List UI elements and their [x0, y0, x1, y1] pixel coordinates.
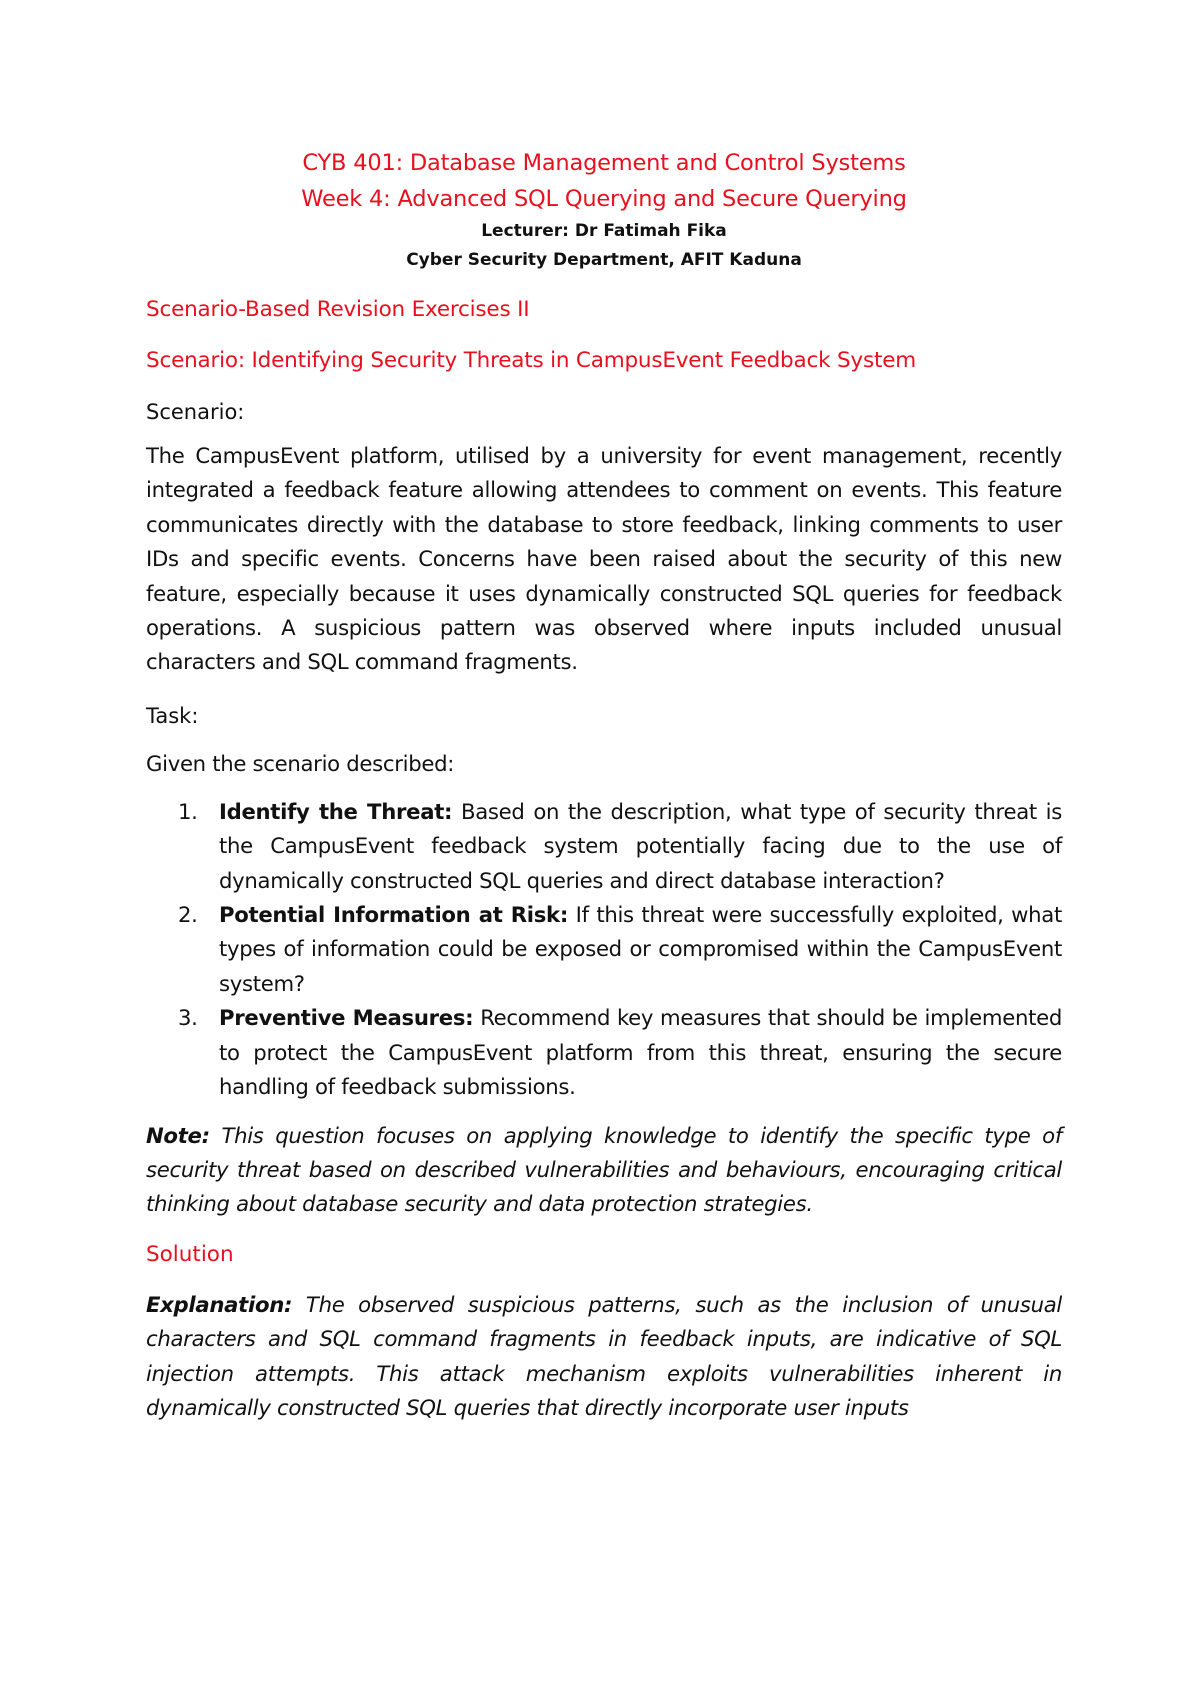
task-item-3: [146, 1001, 1062, 1104]
task-title: Preventive Measures:: [219, 1005, 474, 1031]
task-label: Task:: [146, 703, 199, 728]
document-header: [146, 145, 1062, 275]
scenario-heading: Scenario: Identifying Security Threats in CampusEvent Feedback System: [146, 348, 916, 373]
task-number: 3.: [178, 1005, 198, 1031]
task-number: 2.: [178, 902, 198, 928]
task-number: 1.: [178, 798, 198, 824]
task-item-2: [146, 898, 1062, 1001]
explanation-label: Explanation:: [146, 1291, 293, 1317]
department-line: Cyber Security Department, AFIT Kaduna: [406, 250, 802, 270]
task-text: If this threat were successfully exploited, what types of information could be exposed or compromised within the CampusEvent system?: [219, 902, 1062, 996]
task-text: Recommend key measures that should be implemented to protect the CampusEvent platform from this threat, ensuring the secure handling of feedback submissions.: [219, 1005, 1062, 1100]
document-page: [146, 0, 1062, 1425]
task-text: Based on the description, what type of security threat is the CampusEvent feedback system potentially facing due to the use of dynamically constructed SQL queries and direct database interaction?: [219, 798, 1063, 893]
note-text: This question focuses on applying knowledge to identify the specific type of security threat based on described vulnerabilities and behaviours, encouraging critical thinking about database security and data protection strategies.: [146, 1122, 1063, 1217]
course-title: CYB 401: Database Management and Control Systems: [302, 150, 906, 176]
task-title: Identify the Threat:: [219, 798, 453, 824]
explanation-paragraph: [146, 1288, 1062, 1426]
note-label: Note:: [146, 1122, 210, 1148]
task-intro: Given the scenario described:: [146, 750, 455, 776]
note-paragraph: [146, 1119, 1062, 1222]
solution-heading: Solution: [146, 1241, 234, 1267]
exercises-heading: Scenario-Based Revision Exercises II: [146, 297, 530, 322]
task-list: [146, 795, 1062, 1105]
task-title: Potential Information at Risk:: [219, 902, 569, 928]
scenario-text: The CampusEvent platform, utilised by a university for event management, recently integrated a feedback feature allowing attendees to comment on events. This feature communicates directly with the database to store feedback, linking comments to user IDs and specific events. Concerns have been raised about the security of this new feature, especially because it uses dynamically constructed SQL queries for feedback operations. A suspicious pattern was observed where inputs included unusual characters and SQL command fragments.: [146, 443, 1062, 675]
scenario-label: Scenario:: [146, 400, 245, 424]
week-title: Week 4: Advanced SQL Querying and Secure Querying: [301, 186, 907, 212]
explanation-text: The observed suspicious patterns, such as the inclusion of unusual characters and SQL command fragments in feedback inputs, are indicative of SQL injection attempts. This attack mechanism exploits vulnerabilities inherent in dynamically constructed SQL queries that directly incorporate user inputs: [146, 1291, 1062, 1420]
task-item-1: [146, 795, 1062, 898]
lecturer-line: Lecturer: Dr Fatimah Fika: [481, 221, 727, 241]
